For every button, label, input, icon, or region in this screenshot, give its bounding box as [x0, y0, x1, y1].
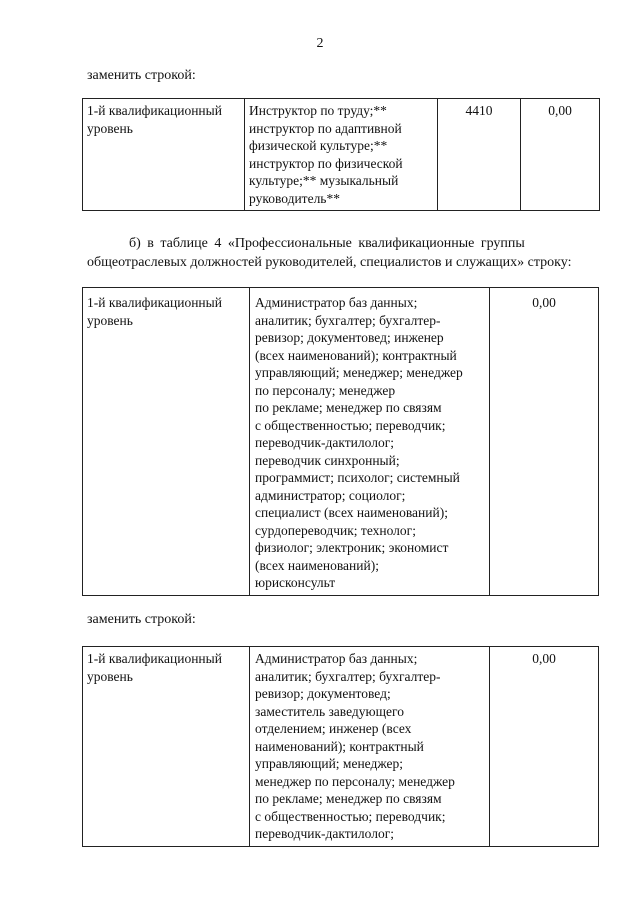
paragraph-line: б) в таблице 4 «Профессиональные квалификационные группы — [129, 236, 525, 251]
table-row — [83, 288, 599, 596]
position-line: аналитик; бухгалтер; бухгалтер- — [255, 668, 441, 684]
position-line: аналитик; бухгалтер; бухгалтер- — [255, 312, 441, 328]
position-line: юрисконсульт — [255, 575, 336, 590]
position-line: с общественностью; переводчик; — [255, 417, 446, 433]
position-line: специалист (всех наименований); — [255, 505, 448, 520]
coefficient-cell: 0,00 — [490, 647, 599, 847]
position-line: с общественностью; переводчик; — [255, 808, 446, 824]
position-line: Администратор баз данных; — [255, 295, 418, 310]
position-line: наименований); контрактный — [255, 738, 424, 754]
position-line: управляющий; менеджер; менеджер — [255, 365, 463, 380]
positions-cell — [250, 647, 490, 847]
position-line: менеджер по персоналу; менеджер — [255, 773, 455, 789]
qualification-level-cell — [83, 288, 250, 596]
position-line: ревизор; документовед; инженер — [255, 330, 444, 345]
qualification-level-cell — [83, 99, 245, 211]
level-line: 1-й квалификационный — [87, 651, 222, 666]
table-row — [83, 647, 599, 847]
position-line: ревизор; документовед; — [255, 686, 391, 701]
level-line: 1-й квалификационный — [87, 295, 222, 310]
position-line: программист; психолог; системный — [255, 470, 460, 485]
position-line: отделением; инженер (всех — [255, 721, 412, 736]
replace-label-2: заменить строкой: — [87, 612, 196, 627]
table-3 — [82, 646, 599, 847]
level-line: уровень — [87, 668, 133, 684]
paragraph-b — [87, 234, 592, 272]
position-line: Инструктор по труду;** — [249, 103, 387, 118]
position-line: по рекламе; менеджер по связям — [255, 791, 442, 806]
table-row — [83, 99, 600, 211]
coefficient-cell: 0,00 — [490, 288, 599, 596]
position-line: физиолог; электроник; экономист — [255, 540, 449, 555]
code-cell: 4410 — [438, 99, 521, 211]
level-line: уровень — [87, 120, 133, 136]
qualification-level-cell — [83, 647, 250, 847]
page-number: 2 — [316, 36, 324, 51]
position-line: физической культуре;** — [249, 138, 388, 153]
position-line: (всех наименований); — [255, 557, 379, 573]
position-line: инструктор по физической — [249, 155, 403, 171]
table-1 — [82, 98, 600, 211]
positions-cell — [250, 288, 490, 596]
position-line: Администратор баз данных; — [255, 651, 418, 666]
replace-label-1: заменить строкой: — [87, 68, 196, 83]
positions-cell — [245, 99, 438, 211]
position-line: культуре;** музыкальный — [249, 173, 399, 188]
paragraph-line: общеотраслевых должностей руководителей, специалистов и служащих» строку: — [87, 255, 572, 270]
level-line: уровень — [87, 312, 133, 328]
position-line: переводчик-дактилолог; — [255, 826, 394, 841]
position-line: по рекламе; менеджер по связям — [255, 400, 442, 415]
position-line: заместитель заведующего — [255, 703, 404, 719]
position-line: администратор; социолог; — [255, 487, 406, 503]
position-line: переводчик синхронный; — [255, 452, 400, 468]
position-line: (всех наименований); контрактный — [255, 347, 457, 363]
position-line: по персоналу; менеджер — [255, 382, 396, 398]
table-2 — [82, 287, 599, 596]
coefficient-cell: 0,00 — [521, 99, 600, 211]
position-line: инструктор по адаптивной — [249, 120, 402, 136]
position-line: руководитель** — [249, 190, 340, 206]
position-line: сурдопереводчик; технолог; — [255, 522, 416, 538]
level-line: 1-й квалификационный — [87, 103, 222, 118]
position-line: переводчик-дактилолог; — [255, 435, 394, 450]
position-line: управляющий; менеджер; — [255, 756, 403, 771]
